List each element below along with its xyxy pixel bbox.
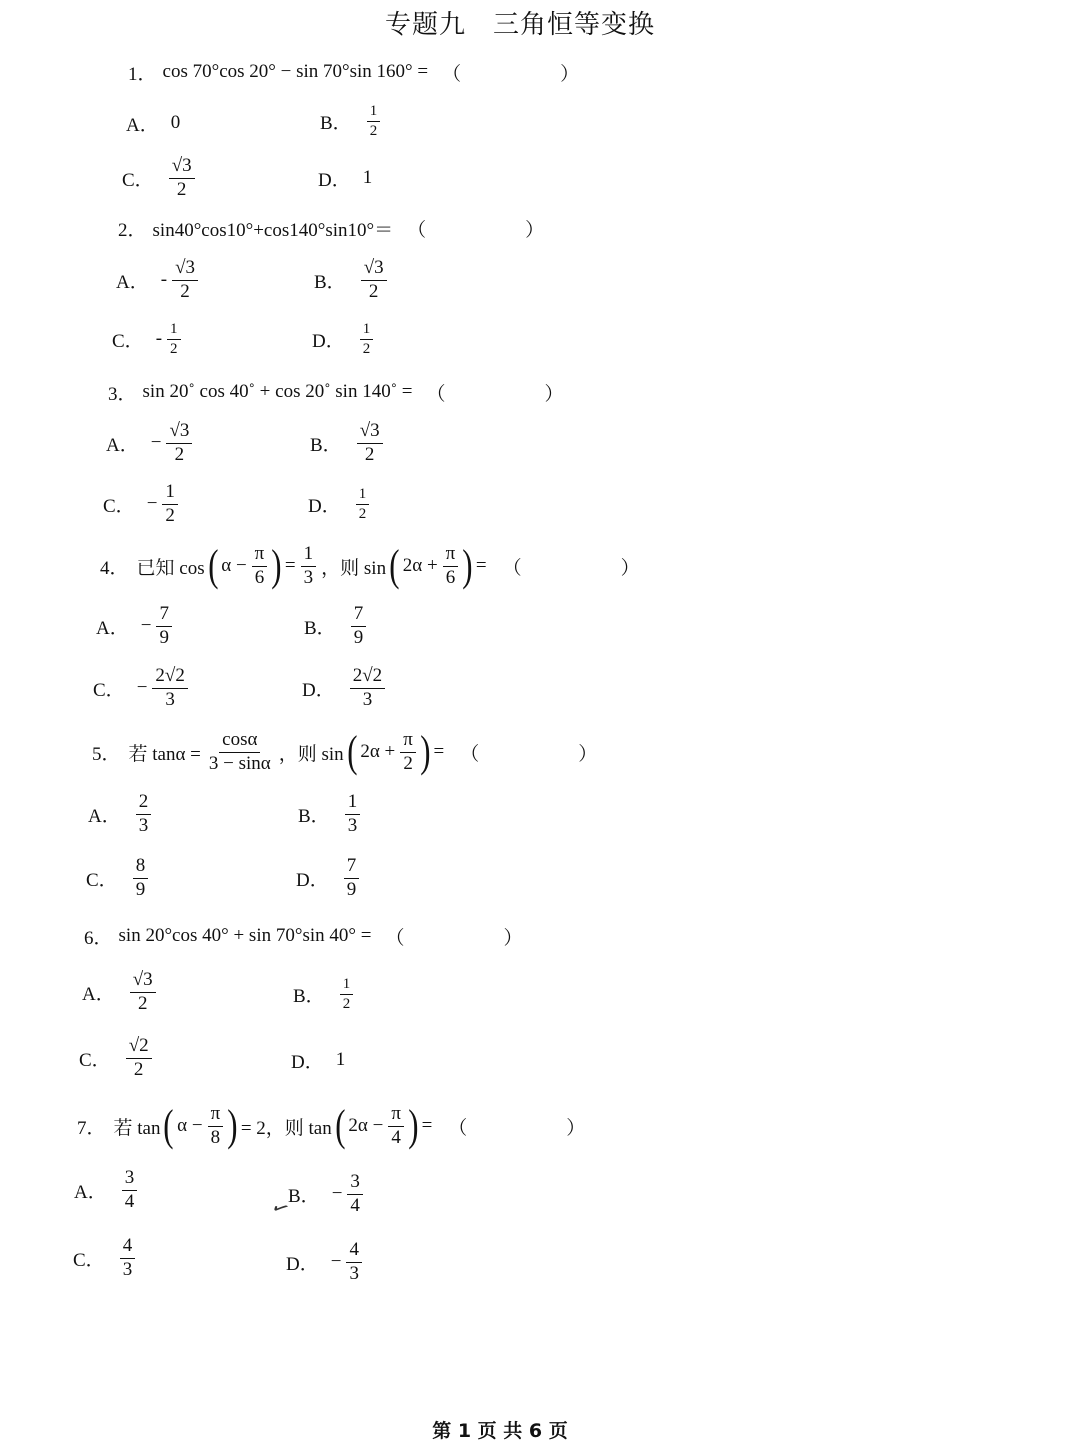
option-a	[106, 415, 195, 471]
option-d	[312, 311, 376, 367]
option-label: C．	[93, 679, 125, 701]
stem-text: α −	[177, 1115, 203, 1136]
stem-text: 2α −	[348, 1115, 384, 1136]
question-number: 6．	[84, 927, 113, 949]
option-label: D．	[302, 679, 335, 701]
question-stem: sin40°cos10°+cos140°sin10°＝	[152, 219, 394, 241]
option-label: B．	[304, 617, 336, 639]
option-d	[302, 660, 388, 716]
option-c	[73, 1230, 138, 1286]
stem-text: 若 tanα =	[128, 743, 201, 765]
option-label: B．	[314, 271, 346, 293]
page-footer: 第 1 页 共 6 页	[432, 1420, 568, 1442]
option-value: 1	[362, 167, 373, 188]
fraction: $\frac{√3}{2}$	[172, 258, 198, 303]
option-label: C．	[112, 330, 144, 352]
option-c	[93, 660, 191, 716]
option-a	[116, 252, 201, 308]
fraction: $\frac{\cos\alpha}{3 - \sin\alpha}$	[208, 728, 271, 774]
minus-sign: −	[331, 1183, 343, 1204]
answer-blank: （ ）	[407, 219, 585, 241]
option-label: B．	[288, 1185, 320, 1207]
fraction: $\frac{\pi}{6}$	[443, 544, 459, 589]
option-a	[96, 598, 175, 654]
option-label: C．	[79, 1049, 111, 1071]
option-c	[103, 476, 181, 532]
option-label: D．	[318, 169, 351, 191]
stem-text: 已知 cos	[136, 557, 205, 579]
pencil-mark-icon: ✓	[266, 1195, 294, 1223]
left-paren: (	[346, 727, 358, 776]
option-label: A．	[116, 271, 149, 293]
option-label: D．	[286, 1253, 319, 1275]
option-label: A．	[106, 434, 139, 456]
minus-sign: −	[150, 432, 162, 453]
option-b	[288, 1166, 366, 1222]
stem-text: 若 tan	[113, 1117, 161, 1139]
option-label: C．	[103, 495, 135, 517]
left-paren: (	[163, 1101, 174, 1150]
stem-text: =	[421, 1115, 433, 1136]
question-number: 2．	[118, 219, 147, 241]
fraction: $\frac{3}{4}$	[347, 1172, 363, 1217]
stem-text: =	[433, 741, 445, 762]
option-label: A．	[126, 114, 159, 136]
question-stem: cos 70°cos 20° − sin 70°sin 160° =	[162, 61, 429, 82]
option-d	[308, 476, 372, 532]
fraction: $\frac{2}{3}$	[136, 792, 152, 837]
question-7	[77, 1096, 625, 1156]
option-label: D．	[312, 330, 345, 352]
option-a	[74, 1162, 140, 1218]
fraction: $\frac{7}{9}$	[156, 604, 172, 649]
stem-text: α −	[221, 555, 247, 576]
option-label: B．	[293, 985, 325, 1007]
stem-text: 2α +	[360, 741, 396, 762]
question-2	[118, 198, 584, 258]
question-number: 7．	[77, 1117, 106, 1139]
question-5	[92, 722, 637, 782]
option-d	[286, 1234, 365, 1290]
stem-text: = 2，则 tan	[240, 1117, 332, 1139]
option-label: B．	[298, 805, 330, 827]
option-label: A．	[74, 1181, 107, 1203]
answer-blank: （ ）	[502, 557, 680, 579]
option-label: B．	[310, 434, 342, 456]
minus-sign: −	[330, 1251, 342, 1272]
fraction: $\frac{\pi}{4}$	[388, 1104, 404, 1149]
option-label: C．	[73, 1249, 105, 1271]
fraction: $\frac{4}{3}$	[346, 1240, 362, 1285]
answer-blank: （ ）	[442, 63, 620, 85]
stem-text: ，则 sin	[321, 557, 387, 579]
option-label: A．	[96, 617, 129, 639]
fraction: $\frac{√3}{2}$	[130, 970, 156, 1015]
question-4	[100, 536, 680, 596]
answer-blank: （ ）	[385, 927, 563, 949]
question-number: 3．	[108, 383, 137, 405]
stem-text: ，则 sin	[278, 743, 344, 765]
minus-sign: −	[146, 493, 158, 514]
right-paren: )	[408, 1101, 419, 1150]
right-paren: )	[420, 727, 431, 776]
fraction: $\frac{√3}{2}$	[166, 421, 192, 466]
option-b	[320, 93, 383, 149]
stem-text: =	[475, 555, 487, 576]
option-label: A．	[82, 983, 115, 1005]
fraction: $\frac{1}{3}$	[301, 544, 317, 589]
option-value: 1	[335, 1049, 346, 1070]
option-label: D．	[296, 869, 329, 891]
fraction: $\frac{7}{9}$	[344, 856, 360, 901]
fraction: $\frac{\pi}{6}$	[252, 544, 268, 589]
option-label: C．	[86, 869, 118, 891]
option-c	[112, 311, 184, 367]
option-b	[310, 415, 386, 471]
fraction: $\frac{1}{2}$	[167, 321, 181, 357]
right-paren: )	[227, 1101, 238, 1150]
fraction: $\frac{1}{2}$	[340, 976, 354, 1012]
option-b	[293, 966, 356, 1022]
left-paren: (	[389, 541, 400, 590]
minus-sign: −	[140, 615, 152, 636]
option-label: D．	[291, 1051, 324, 1073]
option-label: A．	[88, 805, 121, 827]
question-number: 4．	[100, 557, 129, 579]
option-d	[296, 850, 362, 906]
question-stem: sin 20°cos 40° + sin 70°sin 40° =	[118, 925, 372, 946]
option-value: 0	[170, 112, 181, 133]
question-stem: sin 20˚ cos 40˚ + cos 20˚ sin 140˚ =	[142, 381, 413, 402]
answer-blank: （ ）	[460, 743, 638, 765]
left-paren: (	[207, 541, 219, 590]
option-b	[314, 252, 390, 308]
option-c	[79, 1030, 155, 1086]
option-b	[304, 598, 369, 654]
option-a	[88, 786, 154, 842]
page-title: 专题九 三角恒等变换	[384, 10, 655, 40]
fraction: $\frac{√2}{2}$	[126, 1036, 152, 1081]
option-d	[291, 1032, 345, 1088]
fraction: $\frac{8}{9}$	[133, 856, 149, 901]
fraction: $\frac{\pi}{2}$	[400, 730, 416, 775]
right-paren: )	[462, 541, 473, 590]
minus-sign: -	[155, 328, 163, 349]
option-c	[86, 850, 151, 906]
fraction: $\frac{√3}{2}$	[361, 258, 387, 303]
question-number: 5．	[92, 743, 121, 765]
fraction: $\frac{√3}{2}$	[357, 421, 383, 466]
option-label: D．	[308, 495, 341, 517]
left-paren: (	[334, 1101, 346, 1150]
option-label: B．	[320, 112, 352, 134]
right-paren: )	[271, 541, 282, 590]
question-3	[108, 362, 604, 422]
fraction: $\frac{1}{2}$	[162, 482, 178, 527]
option-a	[126, 95, 180, 151]
option-label: C．	[122, 169, 154, 191]
fraction: $\frac{1}{2}$	[367, 103, 381, 139]
minus-sign: −	[136, 677, 148, 698]
fraction: $\frac{1}{3}$	[345, 792, 361, 837]
option-b	[298, 786, 363, 842]
fraction: $\frac{1}{2}$	[356, 486, 370, 522]
fraction: $\frac{1}{2}$	[360, 321, 374, 357]
fraction: $\frac{3}{4}$	[122, 1168, 138, 1213]
question-number: 1．	[128, 63, 157, 85]
question-6	[84, 906, 562, 966]
fraction: $\frac{7}{9}$	[351, 604, 367, 649]
stem-text: =	[284, 555, 296, 576]
fraction: $\frac{4}{3}$	[120, 1236, 136, 1281]
answer-blank: （ ）	[426, 383, 604, 405]
answer-blank: （ ）	[448, 1117, 626, 1139]
fraction: $\frac{2√2}{3}$	[350, 666, 385, 711]
stem-text: 2α +	[402, 555, 438, 576]
option-a	[82, 964, 159, 1020]
minus-sign: -	[160, 269, 168, 290]
fraction: $\frac{\pi}{8}$	[208, 1104, 224, 1149]
fraction: $\frac{√3}{2}$	[169, 156, 195, 201]
fraction: $\frac{2√2}{3}$	[152, 666, 187, 711]
